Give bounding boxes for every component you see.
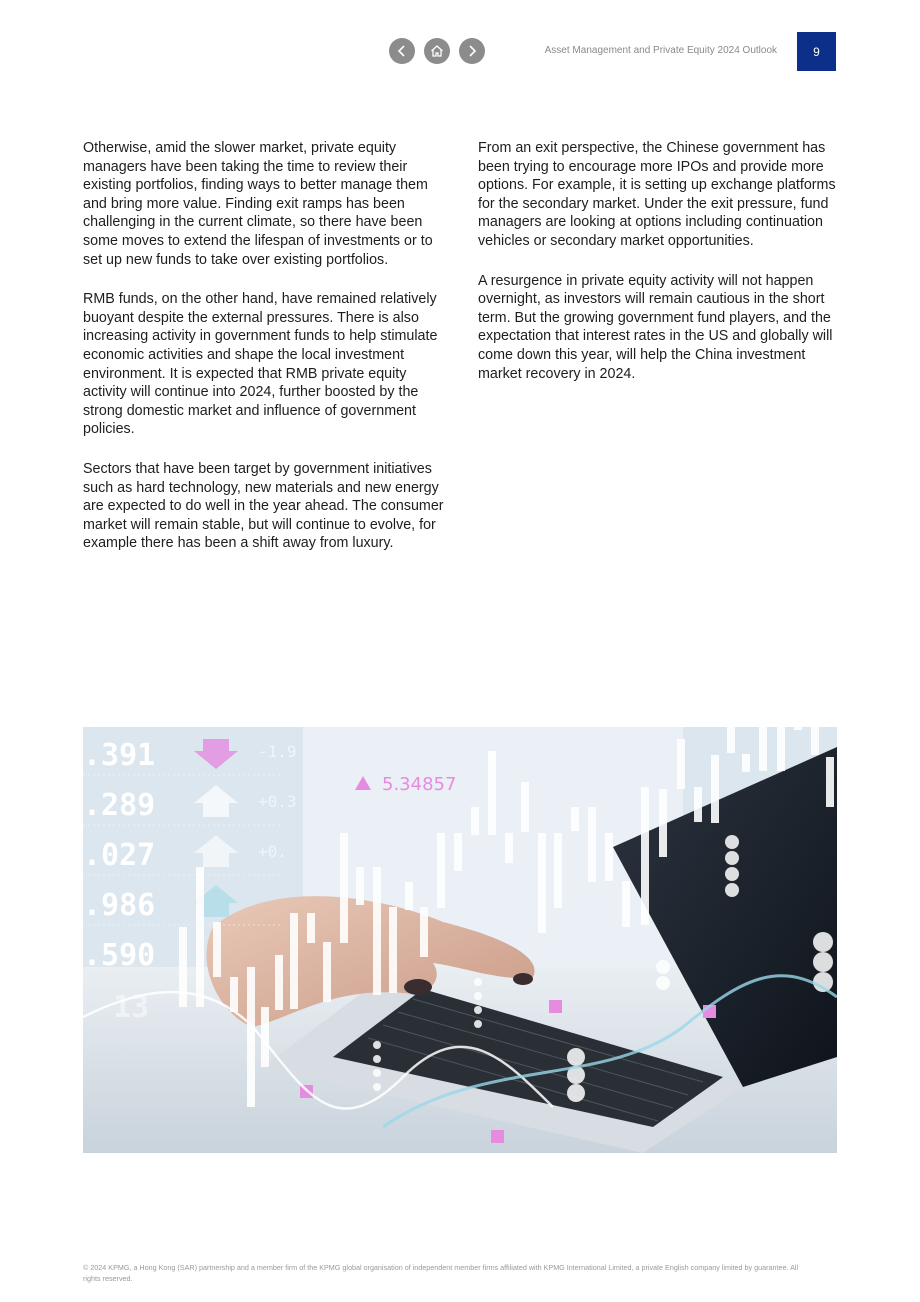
- page-navigation: [389, 38, 485, 64]
- paragraph: A resurgence in private equity activity will not happen overnight, as investors will remain cautious in the short term. But the growing government fund players, and the expectation that interest rates in the US and globally will come down this year, will help the China investment market recovery in 2024.: [478, 272, 833, 382]
- ticker-delta: -1.9: [258, 742, 297, 761]
- ticker-delta: +0.: [258, 842, 287, 861]
- hero-illustration: [83, 727, 837, 1153]
- document-title: Asset Management and Private Equity 2024 Outlook: [544, 45, 777, 56]
- highlight-value: 5.34857: [382, 774, 457, 795]
- ticker-delta: +0.3: [258, 792, 297, 811]
- hero-image-laptop-trading: [83, 727, 837, 1153]
- ticker-value: .391: [83, 738, 156, 773]
- paragraph: From an exit perspective, the Chinese government has been trying to encourage more IPOs and provide more options. For example, it is setting up exchange platforms for the secondary market. Under the exit pressure, fund managers are looking at options including continuation vehicles or secondary market opportunities.: [478, 140, 836, 249]
- page-number-badge: 9: [797, 32, 836, 71]
- chevron-left-icon: [394, 43, 410, 59]
- right-text-column: [478, 139, 840, 404]
- ticker-value: .289: [83, 788, 156, 823]
- ticker-value: 13: [113, 990, 150, 1025]
- ticker-value: .590: [83, 938, 156, 973]
- ticker-value: .027: [83, 838, 156, 873]
- copyright-footer: © 2024 KPMG, a Hong Kong (SAR) partnership and a member firm of the KPMG global organisation of independent member firms affiliated with KPMG International Limited, a private English company limited by guarantee. All rights reserved.: [83, 1263, 799, 1283]
- left-text-column: [83, 139, 445, 574]
- home-button[interactable]: [424, 38, 450, 64]
- chevron-right-icon: [464, 43, 480, 59]
- paragraph: Otherwise, amid the slower market, private equity managers have been taking the time to review their existing portfolios, finding ways to better manage them and bring more value. Finding exit ramps has been challenging in the current climate, so there have been some moves to extend the lifespan of investments or to set up new funds to take over existing portfolios.: [83, 140, 433, 268]
- previous-page-button[interactable]: [389, 38, 415, 64]
- home-icon: [429, 43, 445, 59]
- ticker-value: .986: [83, 888, 156, 923]
- paragraph: RMB funds, on the other hand, have remained relatively buoyant despite the external pressures. There is also increasing activity in government funds to help stimulate economic activities and shape the local investment environment. It is expected that RMB private equity activity will continue into 2024, further boosted by the strong domestic market and influence of government policies.: [83, 291, 438, 438]
- paragraph: Sectors that have been target by government initiatives such as hard technology, new materials and new energy are expected to do well in the year ahead. The consumer market will remain stable, but will continue to evolve, for example there has been a shift away from luxury.: [83, 460, 444, 552]
